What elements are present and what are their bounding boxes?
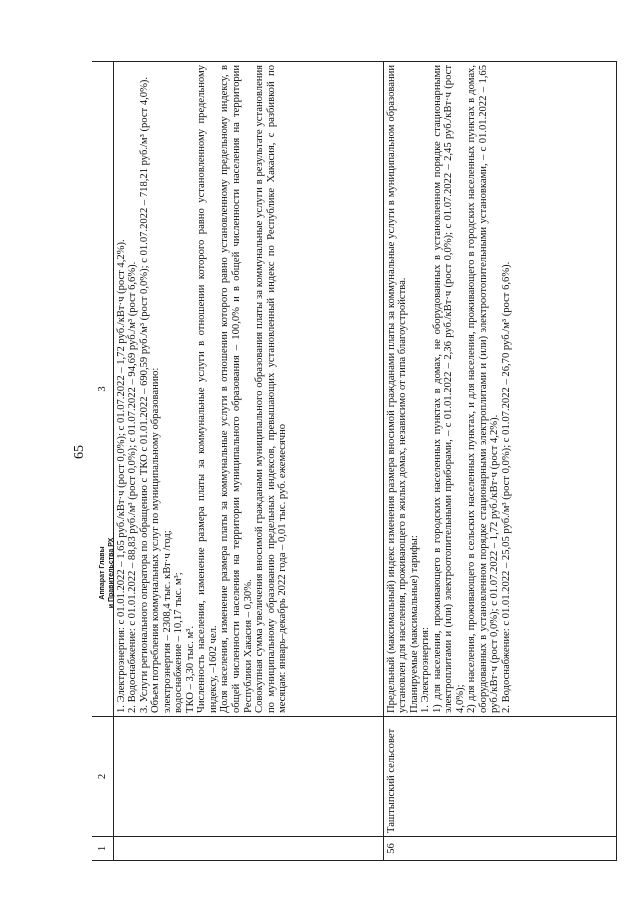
row-text-cell [383,62,617,717]
table-header-row [92,62,113,861]
continuation-line: 3. Услуги регионального оператора по обращению с ТКО с 01.01.2022 – 690,59 руб./м³ (рост 0,0%); с 01.07.2022 – 718,21 руб./м³ (рост 4,0%). [138,76,150,713]
row-line: Планируемые (максимальные) тарифы: [408,535,420,713]
table-row-56 [383,62,617,861]
rotated-table-wrapper [92,61,617,861]
municipality-name-cell: Таштыпский сельсовет [383,717,617,837]
continuation-line: Доля населения, изменение размера платы за коммунальные услуги в отношении которого равно установленному предельному индексу, в общей численности населения на территории муниципального образования – 100,0% и в общей численности населения на территории Республики Хакасия – 0,30%. [219,65,254,713]
continuation-text-cell [113,62,383,717]
continuation-line: Объем потребления коммунальных услуг по муниципальному образованию: [150,367,162,713]
row-line: 1. Электроэнергия: [420,627,432,713]
continuation-line: Численность населения, изменение размера платы за коммунальные услуги в отношении которого равно установленному предельному индексу, –1602 чел. [196,65,219,713]
continuation-line: Совокупная сумма увеличения вносимой гражданами муниципального образования платы за коммунальные услуги в результате установления по муниципальному образованию предельных индексов, превышающих установленный индекс по Республике Хакасия, с разбивкой по месяцам: январь–декабрь 2022 года – 0,01 тыс. руб. ежемесячно [254,65,289,713]
continuation-line: водоснабжение – 10,17 тыс. м³; [173,572,185,713]
continuation-line: 1. Электроэнергия: с 01.01.2022 – 1,65 руб./кВт·ч (рост 0,0%); с 01.07.2022 – 1,72 руб./кВт·ч (рост 4,2%). [115,239,127,713]
header-col-1: 1 [92,837,113,861]
continuation-line: ТКО – 3,30 тыс. м³. [184,626,196,713]
row-line: 1) для населения, проживающего в городских населенных пунктах в домах, не оборудованных в установленном порядке стационарными электроплитами и (или) электроотопительными приборами, – с 01.01.2022 – 2,36 руб./кВт·ч (рост 0,0%); с 01.07.2022 – 2,45 руб./кВт·ч (рост 4,0%); [431,65,466,713]
header-col-2: 2 [92,717,113,837]
row-line: 2. Водоснабжение: с 01.01.2022 – 25,05 руб./м³ (рост 0,0%); с 01.07.2022 – 26,70 руб./м³ (рост 6,6%). [500,261,512,713]
continuation-line: 2. Водоснабжение: с 01.01.2022 – 88,83 руб./м³ (рост 0,0%); с 01.07.2022 – 94,69 руб./м³ (рост 6,6%). [127,261,139,713]
page-number: 65 [72,445,87,459]
continuation-number-cell [113,837,383,861]
tariff-table [92,61,617,861]
stamp-line-2: и Правительства РХ [108,537,115,609]
continuation-line: электроэнергия – 2308,4 тыс. кВт·ч /год; [161,530,173,713]
row-number-cell: 56 [383,837,617,861]
table-row-continuation [113,62,383,861]
row-line: Предельный (максимальный) индекс изменения размера вносимой гражданами платы за коммунальные услуги в муниципальном образовании установлен для населения, проживающего в жилых домах, независимо от типа благоустройства. [385,65,409,713]
continuation-name-cell [113,717,383,837]
stamp-line-1: Аппарат Главы [99,546,106,600]
header-col-3: 3 [92,62,113,717]
row-line: 2) для населения, проживающего в сельских населенных пунктах, и для населения, проживающего в городских населенных пунктах в домах, оборудованных в установленном порядке стационарными электроплитами и (или) электроотопительными установками, – с 01.01.2022 – 1,65 руб./кВт·ч (рост 0,0%); с 01.07.2022 – 1,72 руб./кВт·ч (рост 4,2%). [466,65,501,713]
